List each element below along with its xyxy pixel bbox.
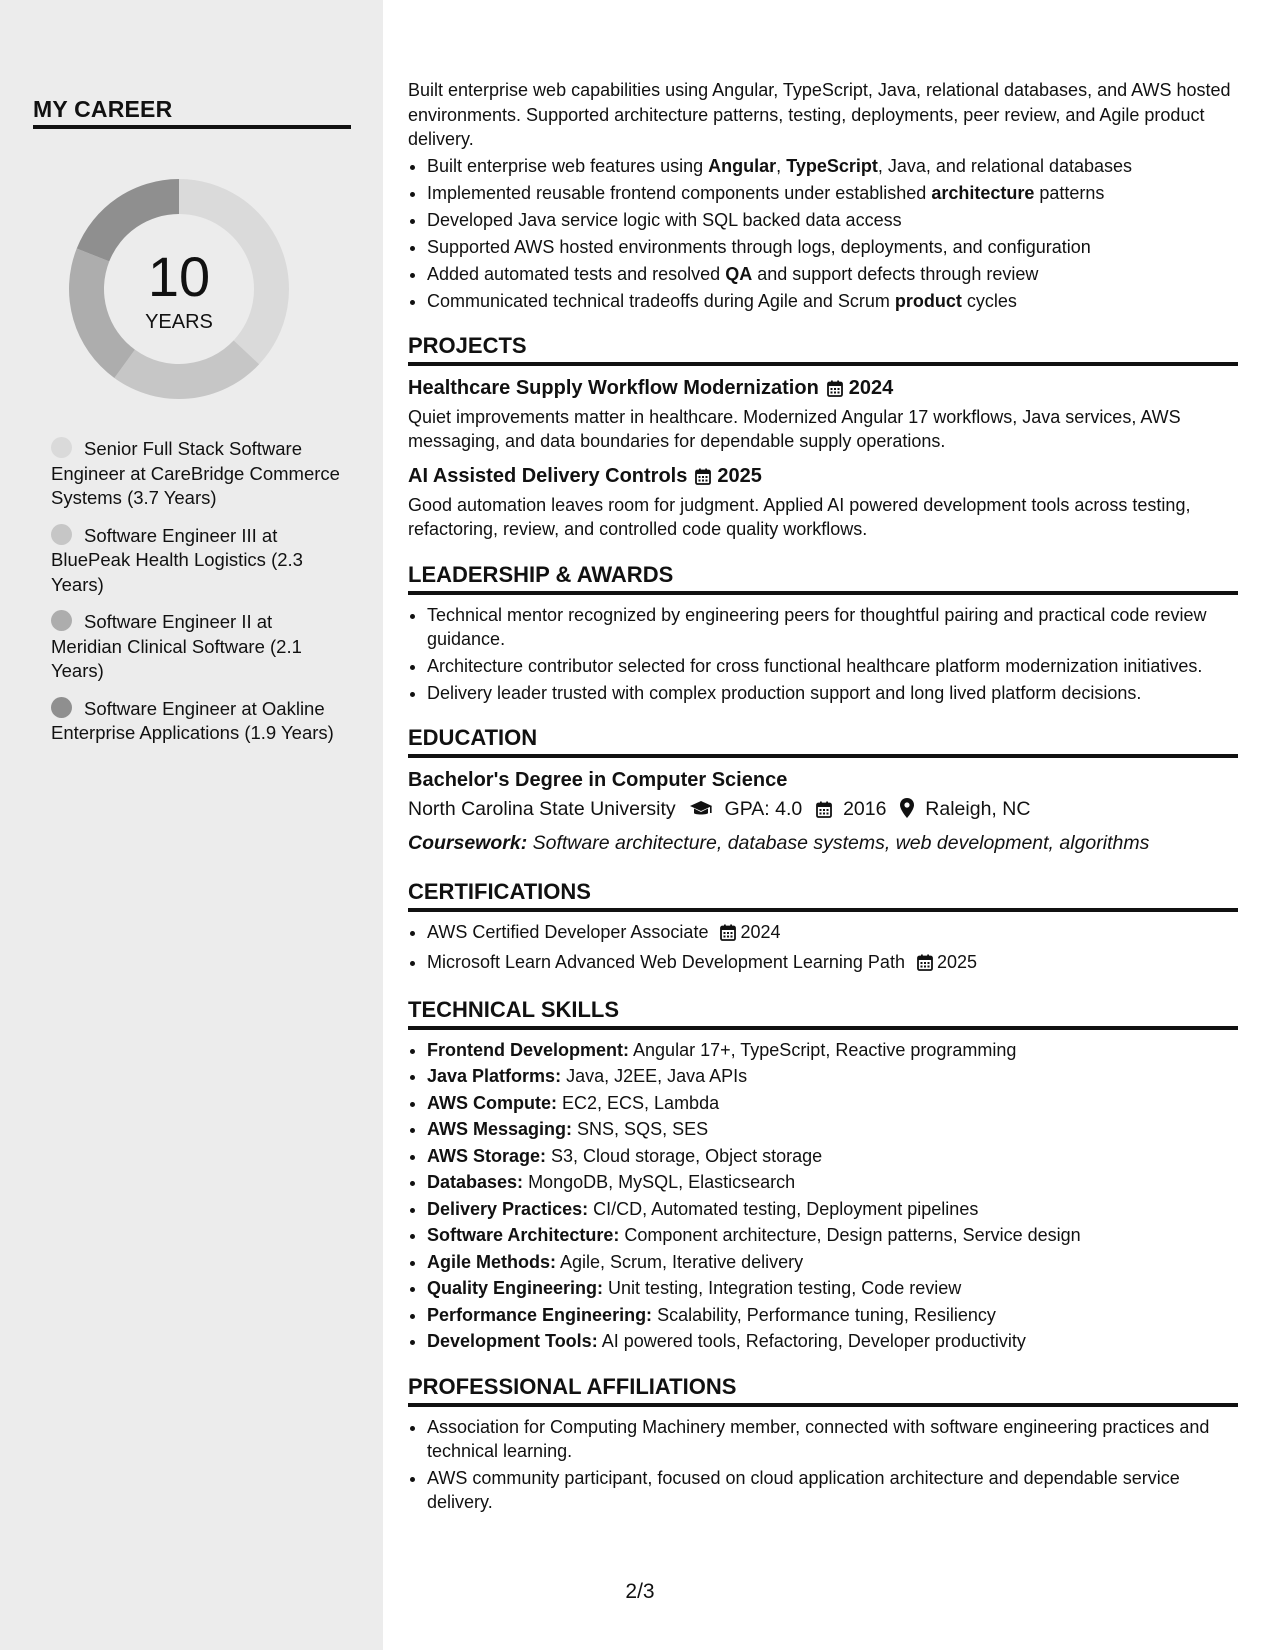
skill-label: AWS Messaging: (427, 1119, 573, 1139)
education-school: North Carolina State University (408, 797, 676, 820)
skill-value: Unit testing, Integration testing, Code review (608, 1278, 962, 1298)
skill-item (427, 1250, 1238, 1275)
bullet-text: and support defects through review (752, 263, 1039, 284)
career-item (51, 437, 341, 511)
certification-item (427, 950, 1238, 977)
skills-heading: TECHNICAL SKILLS (408, 997, 1238, 1030)
education-degree: Bachelor's Degree in Computer Science (408, 768, 788, 791)
skill-value: Component architecture, Design patterns, Service design (624, 1225, 1081, 1245)
sidebar (0, 0, 383, 1650)
bold-keyword: architecture (931, 182, 1035, 203)
skill-label: Delivery Practices: (427, 1198, 589, 1219)
skill-item (427, 1223, 1238, 1248)
career-item-text: Software Engineer III at BluePeak Health Logistics (2.3 Years) (51, 524, 303, 595)
skill-label: Software Architecture: (427, 1225, 620, 1245)
project-name: AI Assisted Delivery Controls (408, 464, 688, 487)
legend-dot (51, 437, 72, 458)
bullet-text: Supported AWS hosted environments through logs, deployments, and configuration (427, 236, 1091, 257)
certifications-heading: CERTIFICATIONS (408, 879, 1238, 912)
affiliation-item: • Association for Computing Machinery member, connected with software engineering practices and technical learning. (427, 1415, 1238, 1463)
bullet-text: Implemented reusable frontend components under established (427, 182, 932, 203)
location-pin-icon (900, 797, 914, 828)
skill-label: AWS Storage: (427, 1145, 547, 1166)
certification-name: AWS Certified Developer Associate (427, 921, 709, 942)
skill-item (427, 1329, 1238, 1354)
project-year: 2025 (717, 464, 762, 487)
certification-name: Microsoft Learn Advanced Web Development Learning Path (427, 951, 905, 972)
main-content (408, 78, 1238, 1517)
leadership-item: • Technical mentor recognized by engineering peers for thoughtful pairing and practical code review guidance. (427, 603, 1238, 651)
skill-label: Development Tools: (427, 1331, 598, 1351)
bullet-text: Built enterprise web features using (427, 155, 709, 176)
projects-list (408, 374, 1238, 542)
legend-dot (51, 524, 72, 545)
legend-dot (51, 697, 72, 718)
calendar-icon (720, 923, 736, 947)
leadership-heading: LEADERSHIP & AWARDS (408, 562, 1238, 595)
project-description: Good automation leaves room for judgment. Applied AI powered development tools across testing, refactoring, review, and controlled code quality workflows. (408, 494, 1191, 539)
skill-item (427, 1117, 1238, 1142)
calendar-icon (917, 953, 933, 977)
project-name: Healthcare Supply Workflow Modernization (408, 376, 819, 399)
coursework-label: Coursework: (408, 831, 528, 854)
experience-bullet (427, 262, 1238, 286)
skill-item (427, 1091, 1238, 1116)
experience-intro: Built enterprise web capabilities using Angular, TypeScript, Java, relational databases, and AWS hosted environments. Supported architecture patterns, testing, deployments, peer review, and Agile product delivery. (408, 80, 1231, 149)
bullet-text: cycles (961, 290, 1017, 311)
leadership-list (408, 603, 1238, 705)
projects-heading: PROJECTS (408, 333, 1238, 366)
calendar-icon (816, 797, 832, 828)
education-location: Raleigh, NC (925, 797, 1031, 820)
skill-value: CI/CD, Automated testing, Deployment pipelines (593, 1198, 979, 1219)
career-legend (51, 437, 341, 759)
education-details (408, 794, 1238, 828)
certifications-list (408, 920, 1238, 977)
career-item-text: Senior Full Stack Software Engineer at CareBridge Commerce Systems (3.7 Years) (51, 438, 340, 508)
skill-item (427, 1038, 1238, 1063)
bold-keyword: Angular (708, 155, 777, 176)
bullet-text: patterns (1034, 182, 1105, 203)
career-donut-chart (66, 176, 292, 402)
affiliations-list (408, 1415, 1238, 1514)
skill-value: S3, Cloud storage, Object storage (551, 1145, 823, 1166)
calendar-icon (695, 465, 711, 493)
bullet-text: Communicated technical tradeoffs during Agile and Scrum (427, 290, 895, 311)
donut-total: 10 (147, 245, 211, 308)
project-title (408, 462, 1238, 493)
page-number: 2/3 (625, 1580, 655, 1603)
bold-keyword: TypeScript (786, 155, 878, 176)
certification-item (427, 920, 1238, 947)
skill-value: AI powered tools, Refactoring, Developer productivity (601, 1331, 1026, 1351)
bold-keyword: QA (725, 263, 753, 284)
skill-value: SNS, SQS, SES (577, 1119, 709, 1139)
project-title (408, 374, 1238, 405)
legend-dot (51, 610, 72, 631)
certification-year: 2024 (740, 921, 781, 942)
skill-value: EC2, ECS, Lambda (562, 1092, 720, 1113)
skill-label: AWS Compute: (427, 1092, 557, 1113)
skill-value: Agile, Scrum, Iterative delivery (560, 1251, 804, 1272)
project-description: Quiet improvements matter in healthcare. Modernized Angular 17 workflows, Java services, AWS messaging, and data boundaries for dependable supply operations. (408, 406, 1181, 451)
career-item-text: Software Engineer at Oakline Enterprise Applications (1.9 Years) (51, 697, 334, 743)
education-coursework (408, 828, 1238, 859)
experience-bullet (427, 154, 1238, 178)
bullet-text: , Java, and relational databases (877, 155, 1133, 176)
skill-item (427, 1276, 1238, 1301)
skill-label: Quality Engineering: (427, 1278, 604, 1298)
skill-item (427, 1170, 1238, 1195)
bullet-text: Added automated tests and resolved (427, 263, 726, 284)
career-heading: MY CAREER (33, 96, 351, 129)
experience-bullet (427, 235, 1238, 259)
coursework-text: Software architecture, database systems, web development, algorithms (532, 831, 1150, 854)
certification-year: 2025 (936, 951, 977, 972)
graduation-cap-icon (689, 797, 713, 828)
skills-list (408, 1038, 1238, 1354)
skill-label: Java Platforms: (427, 1066, 562, 1086)
calendar-icon (827, 377, 843, 405)
bullet-text: , (776, 155, 787, 176)
donut-slice-2 (114, 340, 259, 399)
experience-bullet (427, 208, 1238, 232)
leadership-item: • Delivery leader trusted with complex production support and long lived platform decisions. (427, 681, 1238, 705)
skill-value: Angular 17+, TypeScript, Reactive programming (633, 1039, 1017, 1060)
skill-label: Agile Methods: (427, 1251, 556, 1272)
affiliation-item: • AWS community participant, focused on cloud application architecture and dependable service delivery. (427, 1466, 1238, 1514)
experience-bullets (408, 154, 1238, 313)
skill-item (427, 1303, 1238, 1328)
leadership-item: • Architecture contributor selected for cross functional healthcare platform modernization initiatives. (427, 654, 1238, 678)
education-gpa: GPA: 4.0 (724, 797, 803, 820)
experience-bullet (427, 181, 1238, 205)
skill-value: MongoDB, MySQL, Elasticsearch (528, 1172, 796, 1192)
skill-value: Java, J2EE, Java APIs (566, 1066, 748, 1086)
bold-keyword: product (894, 290, 962, 311)
career-item (51, 697, 341, 746)
bullet-text: Developed Java service logic with SQL backed data access (427, 209, 902, 230)
career-item (51, 610, 341, 684)
career-item (51, 524, 341, 598)
skill-item (427, 1197, 1238, 1222)
skill-item (427, 1144, 1238, 1169)
skill-label: Databases: (427, 1172, 524, 1192)
affiliations-heading: PROFESSIONAL AFFILIATIONS (408, 1374, 1238, 1407)
experience-bullet (427, 289, 1238, 313)
project-year: 2024 (848, 376, 894, 399)
donut-total-label: YEARS (145, 311, 213, 333)
skill-value: Scalability, Performance tuning, Resiliency (657, 1304, 996, 1325)
education-heading: EDUCATION (408, 725, 1238, 758)
skill-item (427, 1064, 1238, 1089)
career-item-text: Software Engineer II at Meridian Clinical Software (2.1 Years) (51, 611, 302, 681)
skill-label: Performance Engineering: (427, 1304, 653, 1325)
skill-label: Frontend Development: (427, 1039, 630, 1060)
education-year: 2016 (843, 797, 887, 820)
